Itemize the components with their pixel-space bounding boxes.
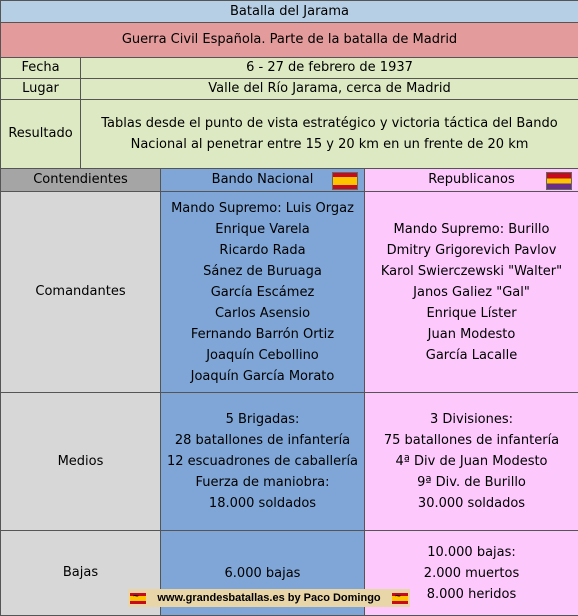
medios-line: 3 Divisiones: (365, 409, 578, 430)
contendientes-header: Contendientes (1, 169, 161, 192)
commander-name: Juan Modesto (365, 324, 578, 345)
commander-name: Fernando Barrón Ortiz (161, 324, 364, 345)
medios-label: Medios (1, 393, 161, 531)
commander-name: García Escámez (161, 282, 364, 303)
lugar-value: Valle del Río Jarama, cerca de Madrid (81, 79, 578, 100)
spanish-republic-flag-icon (546, 172, 572, 190)
resultado-label: Resultado (1, 100, 81, 169)
lugar-label: Lugar (1, 79, 81, 100)
website-banner-text[interactable]: www.grandesbatallas.es by Paco Domingo (157, 592, 380, 604)
commander-name: Ricardo Rada (161, 240, 364, 261)
medios-line: 30.000 soldados (365, 493, 578, 514)
bajas-line: 6.000 bajas (161, 563, 364, 584)
medios-line: 4ª Div de Juan Modesto (365, 451, 578, 472)
resultado-line: Tablas desde el punto de vista estratégico y victoria táctica del Bando (81, 113, 578, 134)
bajas-label: Bajas (1, 531, 161, 616)
fecha-value: 6 - 27 de febrero de 1937 (81, 58, 578, 79)
commander-name: Mando Supremo: Burillo (365, 219, 578, 240)
spain-flag-icon: ~ (392, 593, 408, 604)
medios-nacional (161, 393, 365, 531)
medios-line: 75 batallones de infantería (365, 430, 578, 451)
medios-line: 5 Brigadas: (161, 409, 364, 430)
medios-line: 12 escuadrones de caballería (161, 451, 364, 472)
comandantes-label: Comandantes (1, 192, 161, 393)
medios-line: 18.000 soldados (161, 493, 364, 514)
medios-republicanos (365, 393, 578, 531)
commander-name: Dmitry Grigorevich Pavlov (365, 240, 578, 261)
resultado-line: Nacional al penetrar entre 15 y 20 km en un frente de 20 km (81, 134, 578, 155)
resultado-value (81, 100, 578, 169)
comandantes-nacional (161, 192, 365, 393)
nacional-header-label: Bando Nacional (212, 172, 314, 187)
republicanos-header-label: Republicanos (428, 172, 515, 187)
bajas-line: 10.000 bajas: (365, 542, 578, 563)
medios-line: 28 batallones de infantería (161, 430, 364, 451)
commander-name: Sánez de Buruaga (161, 261, 364, 282)
commander-name: Mando Supremo: Luis Orgaz (161, 198, 364, 219)
commander-name: Joaquín García Morato (161, 366, 364, 387)
republicanos-header (365, 169, 578, 192)
comandantes-republicanos (365, 192, 578, 393)
medios-line: Fuerza de maniobra: (161, 472, 364, 493)
battle-subtitle: Guerra Civil Española. Parte de la batalla de Madrid (1, 23, 578, 58)
spain-nationalist-flag-icon (332, 172, 358, 190)
bajas-line: 2.000 muertos (365, 563, 578, 584)
commander-name: Janos Galiez "Gal" (365, 282, 578, 303)
spain-flag-icon: ~ (130, 593, 146, 604)
medios-line: 9ª Div. de Burillo (365, 472, 578, 493)
commander-name: Enrique Varela (161, 219, 364, 240)
commander-name: Karol Swierczewski "Walter" (365, 261, 578, 282)
website-banner[interactable] (128, 589, 410, 607)
commander-name: Joaquín Cebollino (161, 345, 364, 366)
fecha-label: Fecha (1, 58, 81, 79)
commander-name: Carlos Asensio (161, 303, 364, 324)
battle-title: Batalla del Jarama (1, 1, 578, 23)
bajas-line: 8.000 heridos (365, 584, 578, 605)
commander-name: García Lacalle (365, 345, 578, 366)
commander-name: Enrique Líster (365, 303, 578, 324)
nacional-header (161, 169, 365, 192)
